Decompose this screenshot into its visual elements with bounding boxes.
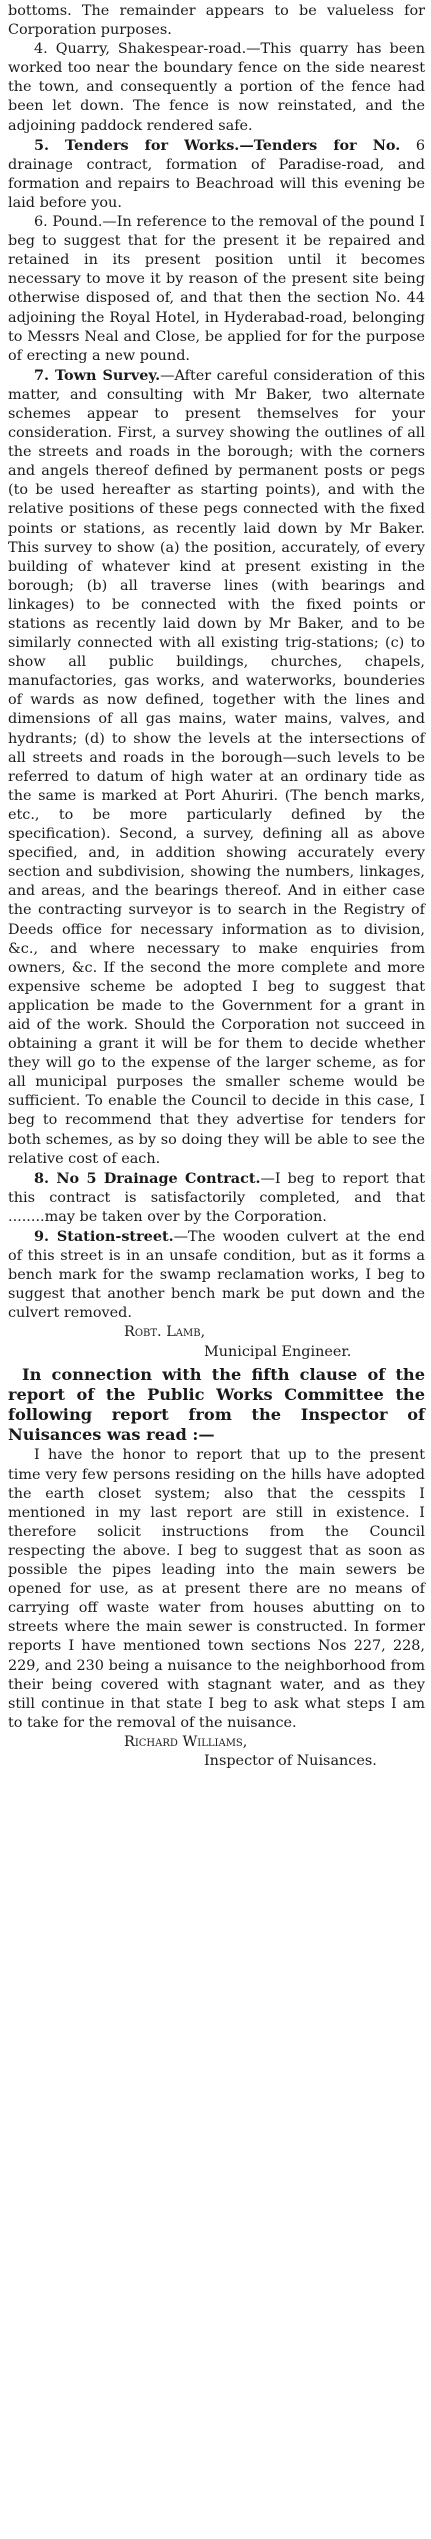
intro-nuisances: In connection with the fifth clause of the report of the Public Works Committee the following report from the Inspector of Nuisances was read :— [8, 1364, 425, 1445]
paragraph-drainage-contract [8, 1169, 425, 1227]
signature-engineer-name: Robt. Lamb, [124, 1324, 206, 1341]
heading-station-street: 9. Station-street. [34, 1228, 174, 1245]
signature-inspector-title: Inspector of Nuisances. [204, 1752, 377, 1769]
paragraph-station-street [8, 1227, 425, 1323]
heading-tenders: 5. Tenders for Works.—Tenders for No. [34, 136, 401, 154]
paragraph-town-survey [8, 366, 425, 1169]
paragraph-nuisance-report: I have the honor to report that up to the present time very few persons residing on the hills have adopted the earth closet system; also that the cesspits I mentioned in my last report are still in existence. I therefore solicit instructions from the Council respecting the above. I beg to suggest that as soon as possible the pipes leading into the main sewers be opened for use, as at present there are no means of carrying off waste water from houses abutting on to streets where the main sewer is constructed. In former reports I have mentioned town sections Nos 227, 228, 229, and 230 being a nuisance to the neighborhood from their being covered with stagnant water, and as they still continue in that state I beg to ask what steps I am to take for the removal of the nuisance. [8, 1447, 425, 1731]
paragraph-pound: 6. Pound.—In reference to the removal of the pound I beg to suggest that for the present it be repaired and retained in its present position until it becomes necessary to move it by reason of the present site being otherwise disposed of, and that then the section No. 44 adjoining the Royal Hotel, in Hyderabad-road, belonging to Messrs Neal and Close, be applied for for the purpose of erecting a new pound. [8, 214, 425, 364]
heading-drainage-contract: 8. No 5 Drainage Contract. [34, 1169, 261, 1187]
paragraph-tenders [8, 136, 425, 213]
paragraph-continuation: bottoms. The remainder appears to be valueless for Corporation purposes. [8, 3, 425, 39]
signature-engineer-title: Municipal Engineer. [204, 1343, 352, 1360]
paragraph-quarry: 4. Quarry, Shakespear-road.—This quarry has been worked too near the boundary fence on the side nearest the town, and consequently a portion of the fence had been let down. The fence is now reinstated, and the adjoining paddock rendered safe. [8, 41, 425, 134]
signature-inspector-name: Richard Williams, [124, 1733, 248, 1750]
text-station-street: —The wooden culvert at the end of this street is in an unsafe condition, but as it forms a bench mark for the swamp reclamation works, I beg to suggest that another bench mark be put down and the culvert removed. [8, 1229, 425, 1322]
text-tenders: 6 drainage contract, formation of Paradise-road, and formation and repairs to Beachroad will this evening be laid before you. [8, 137, 425, 211]
heading-town-survey: 7. Town Survey. [34, 366, 161, 384]
text-town-survey: —After careful consideration of this matter, and consulting with Mr Baker, two alternate schemes appear to present themselves for your consideration. First, a survey showing the outlines of all the streets and roads in the borough; with the corners and angels thereof defined by permanent posts or pegs (to be used hereafter as starting points), and with the relative positions of these pegs connected with the fixed points or stations, as recently laid down by Mr Baker. This survey to show (a) the position, accurately, of every building of whatever kind at present existing in the borough; (b) all traverse lines (with bearings and linkages) to be connected with the fixed points or stations as recently laid down by Mr Baker, and to be similarly connected with all existing trig-stations; (c) to show all public buildings, churches, chapels, manufactories, gas works, and waterworks, bounderies of wards as now defined, together with the lines and dimensions of all gas mains, water mains, valves, and hydrants; (d) to show the levels at the intersections of all streets and roads in the borough—such levels to be referred to datum of high water at an ordinary tide as the same is marked at Port Ahuriri. (The bench marks, etc., to be more particularly defined by the specification). Second, a survey, defining all as above specified, and, in addition showing accurately every section and subdivision, showing the numbers, linkages, and areas, and the bearings thereof. And in either case the contracting surveyor is to search in the Registry of Deeds office for necessary information as to division, &c., and where necessary to make enquiries from owners, &c. If the second the more complete and more expensive scheme be adopted I beg to suggest that application be made to the Government for a grant in aid of the work. Should the Corporation not succeed in obtaining a grant it will be for them to decide whether they will go to the expense of the larger scheme, as for all municipal purposes the smaller scheme would be sufficient. To enable the Council to decide in this case, I beg to recommend that they advertise for tenders for both schemes, as by so doing they will be able to see the relative cost of each. [8, 367, 425, 1167]
text-drainage-contract: —I beg to report that this contract is satisfactorily completed, and that ........may be taken over by the Corporation. [8, 1170, 425, 1225]
